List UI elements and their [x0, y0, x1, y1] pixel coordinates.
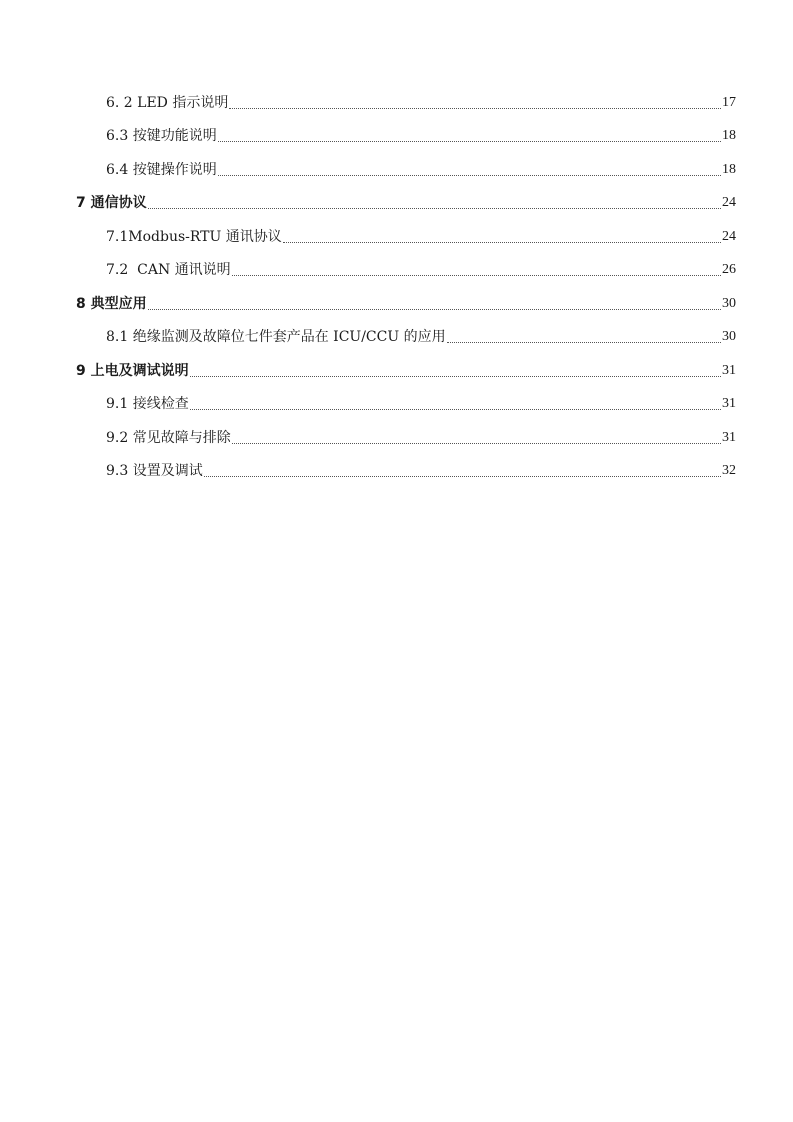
toc-entry-8[interactable]	[76, 283, 736, 317]
table-of-contents	[76, 82, 736, 484]
toc-dot-leader	[232, 275, 721, 276]
toc-dot-leader	[148, 309, 721, 310]
toc-entry-title: 8.1 绝缘监测及故障位七件套产品在 ICU/CCU 的应用	[106, 329, 446, 345]
toc-entry-page: 24	[722, 195, 736, 210]
toc-entry-title: 9.1 接线检查	[106, 396, 189, 412]
toc-entry-page: 18	[722, 128, 736, 143]
toc-entry-7[interactable]	[76, 183, 736, 217]
toc-entry-page: 18	[722, 161, 736, 177]
toc-entry-page: 24	[722, 228, 736, 244]
toc-entry-page: 26	[722, 262, 736, 277]
toc-entry-title: 9.3 设置及调试	[106, 463, 203, 479]
toc-entry-9-1[interactable]	[76, 384, 736, 418]
toc-dot-leader	[283, 242, 721, 243]
toc-entry-9-3[interactable]	[76, 451, 736, 485]
toc-entry-title: 6.3 按键功能说明	[106, 128, 217, 144]
toc-entry-page: 30	[722, 329, 736, 344]
toc-entry-title: 7.1Modbus-RTU 通讯协议	[106, 228, 282, 245]
toc-entry-title: 6. 2 LED 指示说明	[106, 94, 229, 111]
toc-entry-6-2[interactable]	[76, 82, 736, 116]
toc-entry-7-2[interactable]	[76, 250, 736, 284]
toc-dot-leader	[218, 175, 721, 176]
toc-entry-title: 6.4 按键操作说明	[106, 161, 217, 178]
toc-entry-6-4[interactable]	[76, 149, 736, 183]
toc-entry-page: 17	[722, 94, 736, 110]
toc-dot-leader	[218, 141, 721, 142]
toc-entry-8-1[interactable]	[76, 317, 736, 351]
toc-entry-7-1[interactable]	[76, 216, 736, 250]
toc-entry-title: 9 上电及调试说明	[76, 362, 189, 379]
toc-dot-leader	[190, 409, 721, 410]
toc-entry-9-2[interactable]	[76, 417, 736, 451]
toc-entry-title: 9.2 常见故障与排除	[106, 429, 231, 446]
toc-entry-page: 31	[722, 429, 736, 445]
toc-entry-page: 32	[722, 463, 736, 478]
toc-dot-leader	[204, 476, 721, 477]
toc-entry-title: 7.2 CAN 通讯说明	[106, 262, 231, 278]
toc-entry-6-3[interactable]	[76, 116, 736, 150]
toc-dot-leader	[190, 376, 721, 377]
toc-entry-title: 8 典型应用	[76, 295, 147, 312]
toc-entry-page: 30	[722, 295, 736, 311]
toc-entry-title: 7 通信协议	[76, 195, 147, 211]
toc-dot-leader	[232, 443, 721, 444]
toc-entry-page: 31	[722, 362, 736, 378]
toc-dot-leader	[148, 208, 721, 209]
toc-dot-leader	[447, 342, 721, 343]
toc-dot-leader	[229, 108, 721, 109]
toc-entry-page: 31	[722, 396, 736, 411]
toc-entry-9[interactable]	[76, 350, 736, 384]
